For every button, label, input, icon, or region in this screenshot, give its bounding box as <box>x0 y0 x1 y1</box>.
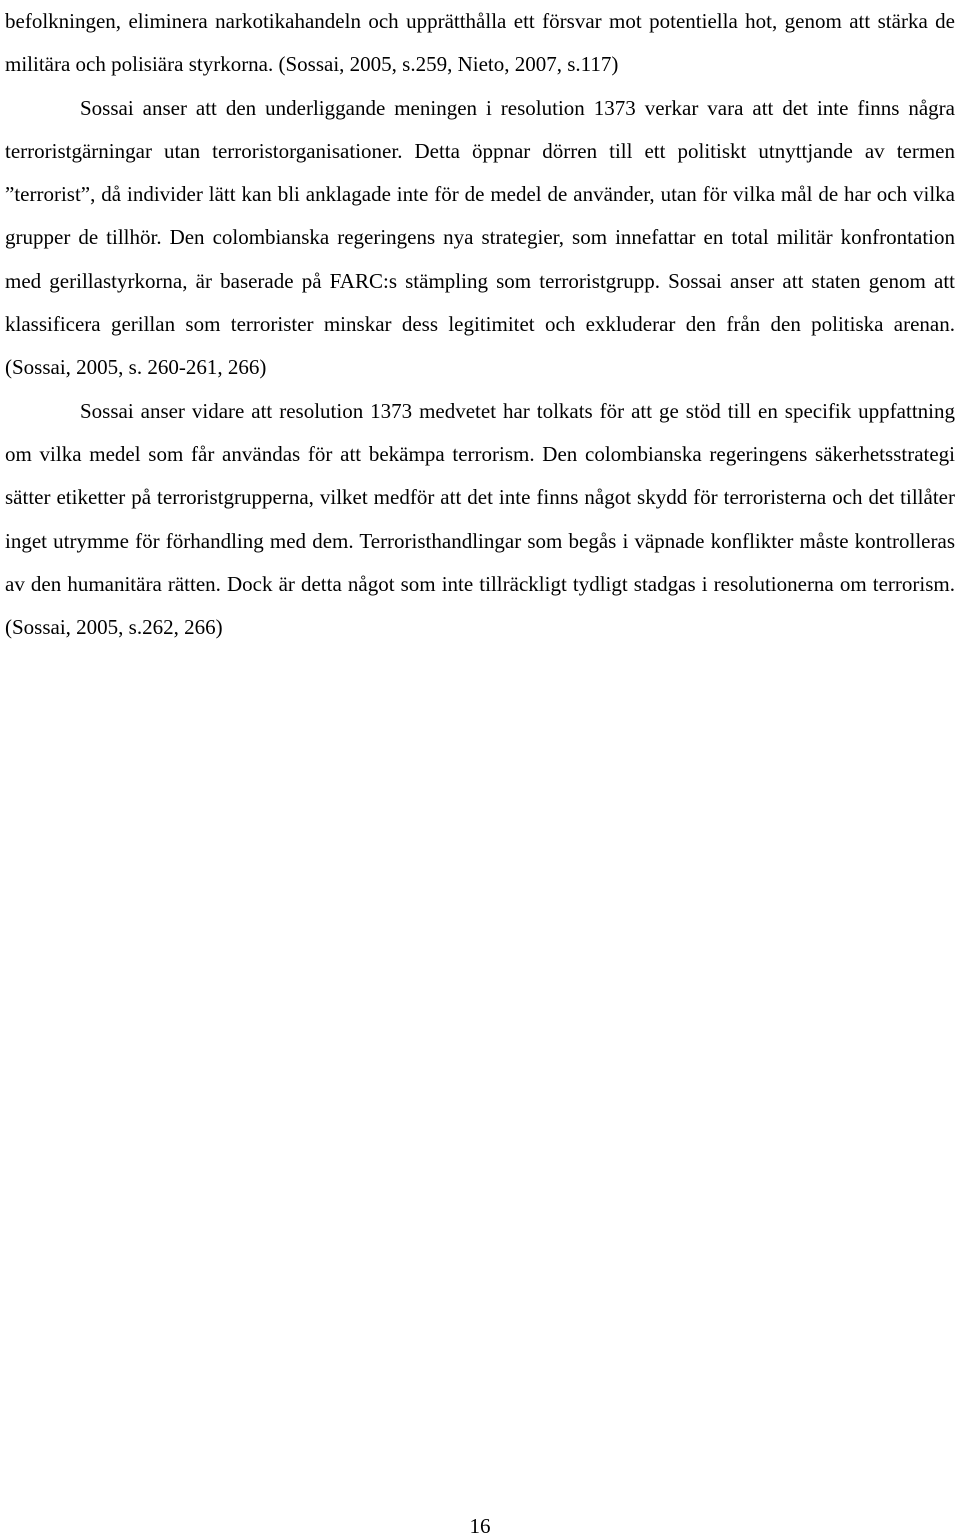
body-text <box>5 0 955 649</box>
paragraph: Sossai anser att den underliggande meningen i resolution 1373 verkar vara att det inte finns några terroristgärningar utan terroristorganisationer. Detta öppnar dörren till ett politiskt utnyttjande av termen ”terrorist”, då individer lätt kan bli anklagade inte för de medel de använder, utan för vilka mål de har och vilka grupper de tillhör. Den colombianska regeringens nya strategier, som innefattar en total militär konfrontation med gerillastyrkorna, är baserade på FARC:s stämpling som terroristgrupp. Sossai anser att staten genom att klassificera gerillan som terrorister minskar dess legitimitet och exkluderar den från den politiska arenan. (Sossai, 2005, s. 260-261, 266) <box>5 95 955 380</box>
paragraph-continued: befolkningen, eliminera narkotikahandeln och upprätthålla ett försvar mot potentiella hot, genom att stärka de militära och polisiära styrkorna. (Sossai, 2005, s.259, Nieto, 2007, s.117) <box>5 9 955 77</box>
paragraph: Sossai anser vidare att resolution 1373 medvetet har tolkats för att ge stöd till en specifik uppfattning om vilka medel som får användas för att bekämpa terrorism. Den colombianska regeringens säkerhetsstrategi sätter etiketter på terroristgrupperna, vilket medför att det inte finns något skydd för terroristerna och det tillåter inget utrymme för förhandling med dem. Terroristhandlingar som begås i väpnade konflikter måste kontrolleras av den humanitära rätten. Dock är detta något som inte tillräckligt tydligt stadgas i resolutionerna om terrorism.(Sossai, 2005, s.262, 266) <box>5 398 955 640</box>
page-number: 16 <box>469 1514 491 1538</box>
